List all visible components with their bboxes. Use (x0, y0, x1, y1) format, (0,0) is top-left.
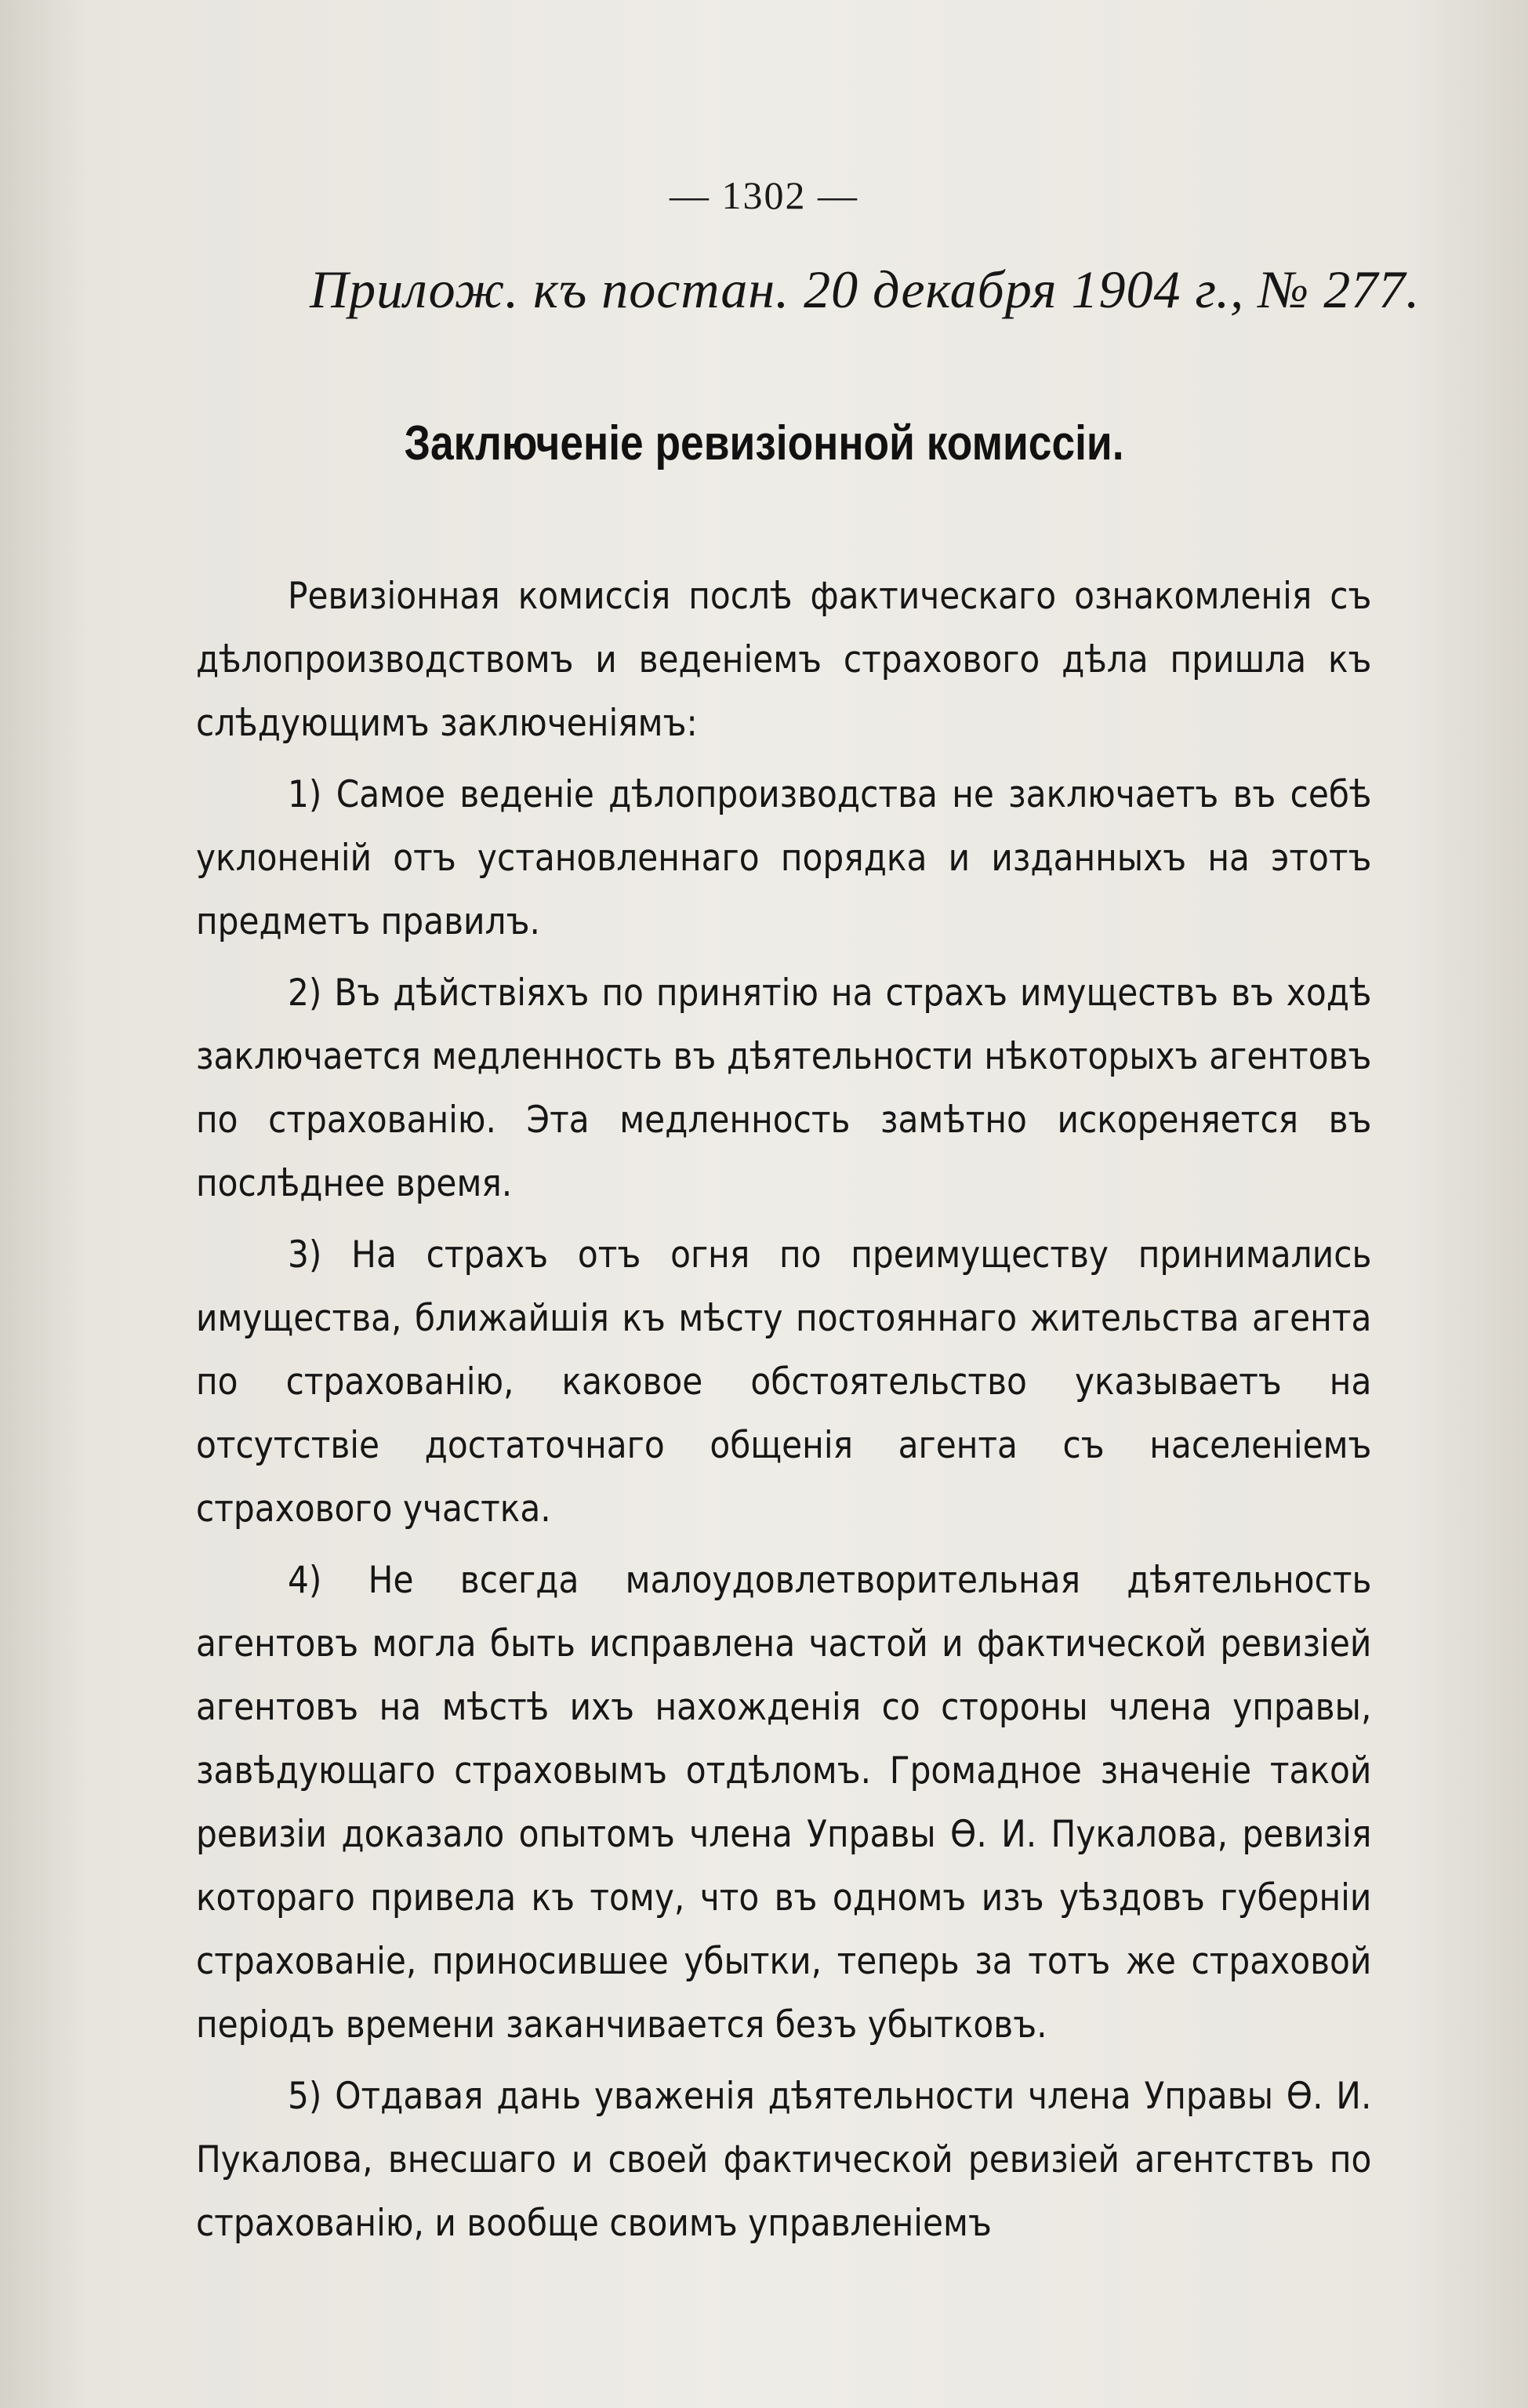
paragraph-intro (196, 565, 1371, 755)
paragraph-text: Ревизiонная комиссiя послѣ фактическаго ознакомленiя съ дѣлопроизводствомъ и веденiемъ страхового дѣла пришла къ слѣдующимъ заключенiямъ: (196, 575, 1372, 745)
appendix-reference: Прилож. къ постан. 20 декабря 1904 г., № 277. (310, 260, 1421, 319)
paragraph-item-1 (196, 763, 1371, 953)
paragraph-text: 3) На страхъ отъ огня по преимуществу принимались имущества, ближайшiя къ мѣсту постояннаго жительства агента по страхованiю, каковое обстоятельство указываетъ на отсутствiе достаточнаго общенiя агента съ населенiемъ страхового участка. (196, 1233, 1372, 1531)
paragraph-item-3 (196, 1223, 1371, 1541)
paragraph-item-2 (196, 961, 1371, 1215)
section-title: Заключенiе ревизiонной комиссiи. (404, 416, 1124, 470)
paragraph-text: 4) Не всегда малоудовлетворительная дѣятельность агентовъ могла быть исправлена частой и фактической ревизiей агентовъ на мѣстѣ ихъ нахожденiя со стороны члена управы, завѣдующаго страховымъ отдѣломъ. Громадное значенiе такой ревизiи доказало опытомъ члена Управы Ѳ. И. Пукалова, ревизiя котораго привела къ тому, что въ одномъ изъ уѣздовъ губернiи страхованiе, приносившее убытки, теперь за тотъ же страховой перiодъ времени заканчивается безъ убытковъ. (196, 1559, 1372, 2047)
paragraph-text: 1) Самое веденiе дѣлопроизводства не заключаетъ въ себѣ уклоненiй отъ установленнаго порядка и изданныхъ на этотъ предметъ правилъ. (196, 773, 1372, 943)
paragraph-item-5 (196, 2065, 1371, 2255)
paragraph-text: 5) Отдавая дань уваженiя дѣятельности члена Управы Ѳ. И. Пукалова, внесшаго и своей фактической ревизiей агентствъ по страхованiю, и вообще своимъ управленiемъ (196, 2075, 1372, 2245)
body-text (196, 565, 1372, 2255)
page-number: — 1302 — (670, 173, 858, 217)
paragraph-item-4 (196, 1549, 1371, 2057)
paragraph-text: 2) Въ дѣйствiяхъ по принятiю на страхъ имуществъ въ ходѣ заключается медленность въ дѣятельности нѣкоторыхъ агентовъ по страхованiю. Эта медленность замѣтно искореняется въ послѣднее время. (196, 972, 1372, 1205)
